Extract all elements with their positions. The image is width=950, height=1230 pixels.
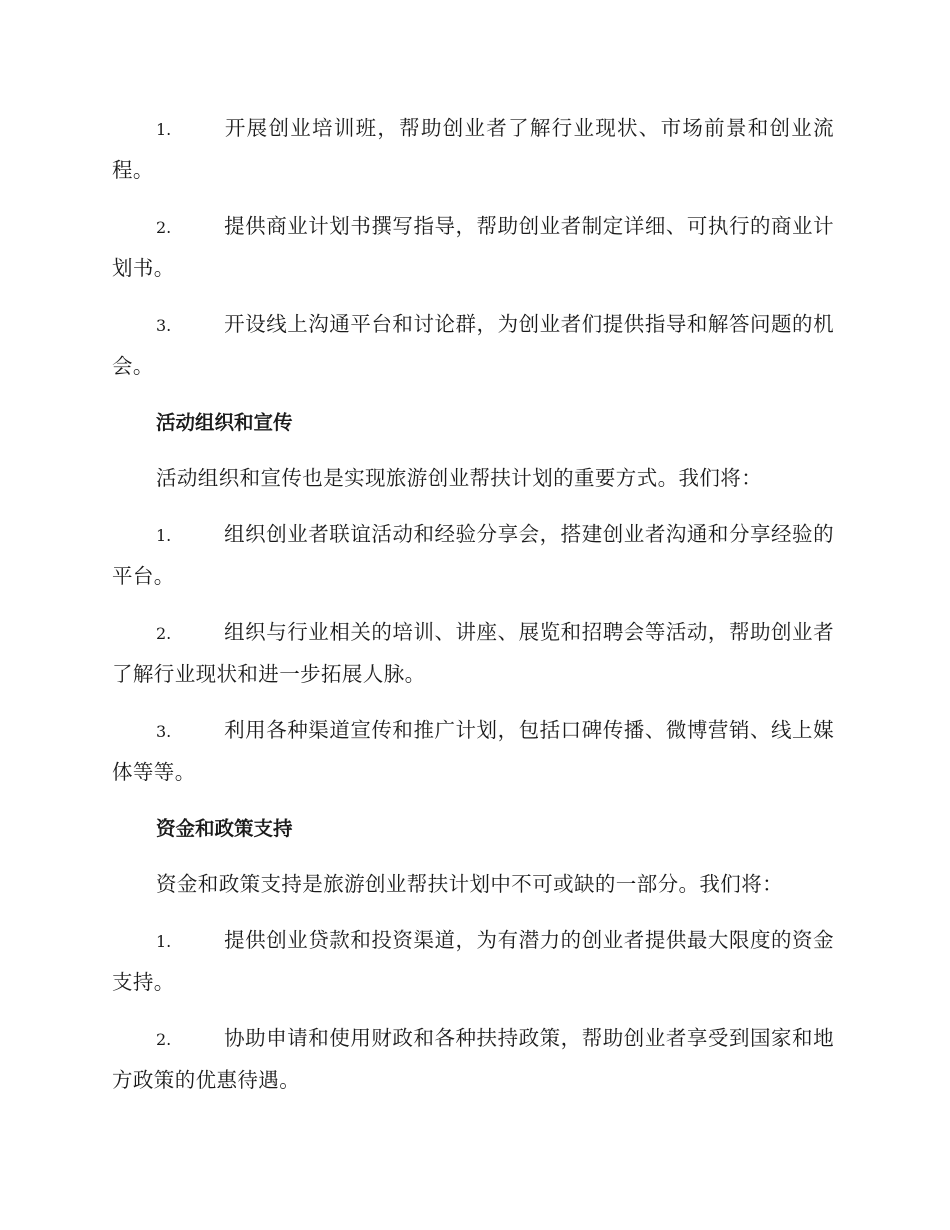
list-number: 1. (156, 120, 172, 139)
list-item (112, 304, 834, 387)
section-heading-activity: 活动组织和宣传 (156, 411, 293, 434)
list-item (112, 206, 834, 289)
list-text: 开设线上沟通平台和讨论群，为创业者们提供指导和解答问题的机会。 (112, 312, 834, 378)
list-text: 协助申请和使用财政和各种扶持政策，帮助创业者享受到国家和地方政策的优惠待遇。 (112, 1026, 834, 1092)
list-number: 2. (156, 624, 172, 643)
list-item (112, 1018, 834, 1101)
list-text: 利用各种渠道宣传和推广计划，包括口碑传播、微博营销、线上媒体等等。 (112, 718, 834, 784)
list-number: 2. (156, 1030, 172, 1049)
section-intro-funding: 资金和政策支持是旅游创业帮扶计划中不可或缺的一部分。我们将： (156, 872, 783, 896)
list-item (112, 108, 834, 191)
list-number: 3. (156, 316, 172, 335)
list-item (112, 612, 834, 695)
list-number: 1. (156, 932, 172, 951)
list-item (112, 710, 834, 793)
section-heading-funding: 资金和政策支持 (156, 817, 293, 840)
list-item (112, 514, 834, 597)
list-text: 提供商业计划书撰写指导，帮助创业者制定详细、可执行的商业计划书。 (112, 214, 834, 280)
document-body (112, 108, 834, 1116)
list-number: 2. (156, 218, 172, 237)
list-text: 提供创业贷款和投资渠道，为有潜力的创业者提供最大限度的资金支持。 (112, 928, 834, 994)
list-number: 3. (156, 722, 172, 741)
list-text: 开展创业培训班，帮助创业者了解行业现状、市场前景和创业流程。 (112, 116, 834, 182)
list-text: 组织创业者联谊活动和经验分享会，搭建创业者沟通和分享经验的平台。 (112, 522, 834, 588)
section-intro-activity: 活动组织和宣传也是实现旅游创业帮扶计划的重要方式。我们将： (156, 466, 763, 490)
list-item (112, 920, 834, 1003)
list-number: 1. (156, 526, 172, 545)
list-text: 组织与行业相关的培训、讲座、展览和招聘会等活动，帮助创业者了解行业现状和进一步拓展人脉。 (112, 620, 834, 686)
